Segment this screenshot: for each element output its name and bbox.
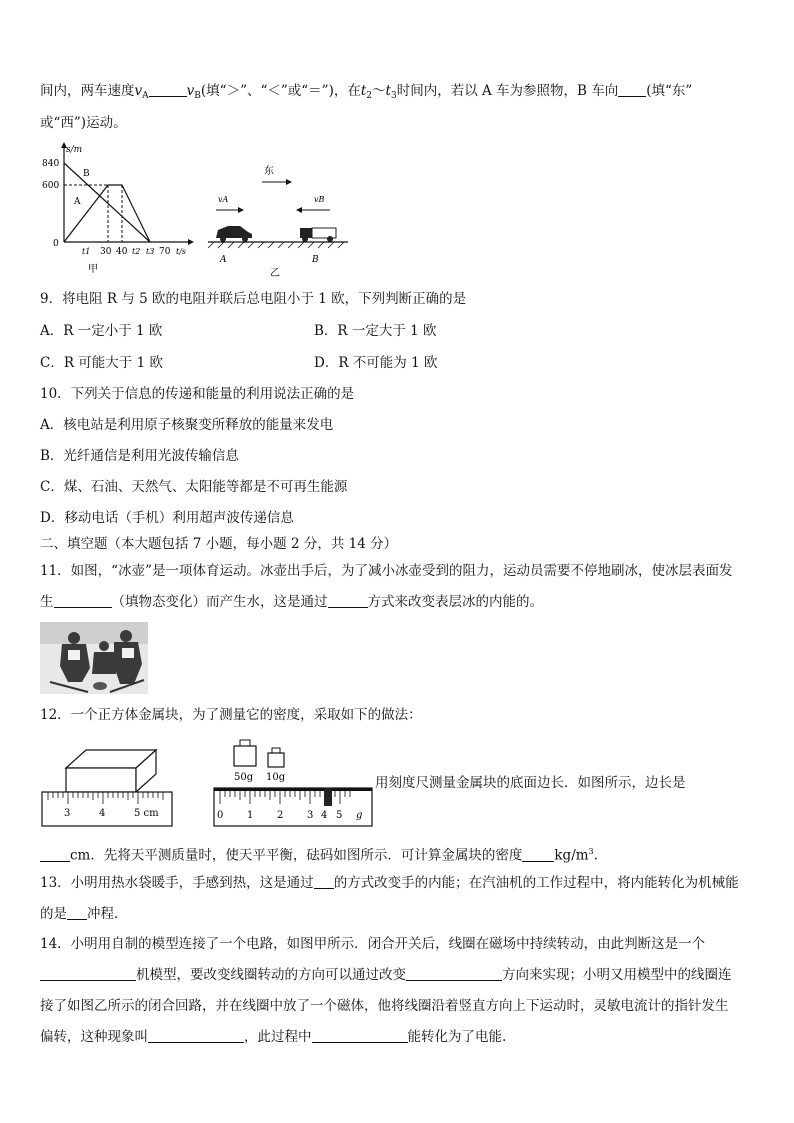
x-tick-t1: t1 [82, 247, 91, 256]
q10-stem: 10．下列关于信息的传递和能量的利用说法正确的是 [40, 386, 355, 402]
q14-blank-1[interactable] [40, 966, 136, 981]
q11-line-2: 生 （填物态变化）而产生水，这是通过 方式来改变表层冰的内能的。 [40, 594, 543, 610]
weight-50g: 50g [234, 772, 254, 783]
caption-jia: 甲 [88, 264, 98, 275]
ruler2-tick-5: 5 [336, 810, 343, 821]
rider-icon [324, 788, 332, 806]
q10-option-d[interactable]: D．移动电话（手机）利用超声波传递信息 [40, 510, 294, 526]
caption-yi: 乙 [270, 268, 280, 279]
curling-photo [40, 622, 148, 694]
east-label: 东 [264, 166, 274, 177]
q14-line-2: 机模型，要改变线圈转动的方向可以通过改变 方向来实现；小明又用模型中的线圈连 [40, 966, 732, 984]
q8-blank-1[interactable] [149, 82, 187, 97]
q11-blank-1[interactable] [54, 593, 112, 608]
q13-blank-2[interactable] [67, 905, 87, 920]
q14-line-3: 接了如图乙所示的闭合回路，并在线圈中放了一个磁体，他将线圈沿着竖直方向上下运动时，灵敏电流计的指针发生 [40, 998, 729, 1014]
section-heading: 二、填空题（本大题包括 7 小题，每小题 2 分，共 14 分） [40, 536, 398, 552]
a-label: A [220, 255, 227, 265]
q8-text-a: 间内，两车速度 [40, 83, 135, 99]
q11-line-1: 11．如图，“冰壶”是一项体育运动。冰壶出手后，为了减小冰壶受到的阻力，运动员需要不停地刷冰，使冰层表面发 [40, 563, 733, 579]
distance-time-graph [36, 140, 196, 280]
q11-blank-2[interactable] [328, 593, 368, 608]
q9-option-c[interactable]: C．R 可能大于 1 欧 [40, 355, 163, 371]
label-a: A [74, 197, 81, 207]
q8-line-1: 间内，两车速度$v_A$ $v_B$(填“＞”、“＜”或“＝”)，在$t_2\sim t_3$时间内，若以 A 车为参照物，B 车向 (填“东” [40, 83, 693, 101]
q9-option-a[interactable]: A．R 一定小于 1 欧 [40, 323, 163, 339]
ruler1-tick-3: 3 [64, 808, 71, 819]
y-axis-label: s/m [66, 145, 83, 155]
ruler2-tick-2: 2 [277, 810, 284, 821]
q14-blank-3[interactable] [148, 1028, 244, 1043]
vb-label: vB [314, 195, 325, 204]
q14-line-1: 14．小明用自制的模型连接了一个电路，如图甲所示．闭合开关后，线圈在磁场中持续转动，由此判断这是一个 [40, 936, 706, 952]
q12-blank-1[interactable] [40, 847, 70, 862]
q14-blank-2[interactable] [406, 966, 502, 981]
cars-scene [204, 150, 354, 280]
q13-blank-1[interactable] [314, 874, 334, 889]
q13-line-1: 13．小明用热水袋暖手，手感到热，这是通过 的方式改变手的内能；在汽油机的工作过程中，将内能转化为机械能 [40, 875, 739, 891]
ruler2-tick-0: 0 [217, 810, 224, 821]
q13-line-2: 的是 冲程． [40, 906, 128, 922]
y-tick-840: 840 [42, 159, 60, 169]
truck-b-icon [300, 228, 336, 242]
x-tick-t3: t3 [146, 247, 155, 256]
x-tick-40: 40 [116, 247, 128, 257]
car-a-icon [216, 226, 252, 242]
ruler2-tick-1: 1 [247, 810, 254, 821]
x-tick-30: 30 [100, 247, 112, 257]
q12-line-2: cm．先将天平测质量时，使天平平衡，砝码如图所示．可计算金属块的密度 $kg/m^3$. [40, 843, 598, 865]
q9-stem: 9．将电阻 R 与 5 欧的电阻并联后总电阻小于 1 欧，下列判断正确的是 [40, 291, 467, 307]
x-tick-t2: t2 [132, 247, 141, 256]
q9-option-b[interactable]: B．R 一定大于 1 欧 [314, 323, 437, 339]
q12-blank-2[interactable] [522, 847, 554, 862]
ruler1-tick-4: 4 [99, 808, 106, 819]
line-a [64, 185, 150, 242]
q14-line-4: 偏转，这种现象叫 ，此过程中 能转化为了电能. [40, 1029, 507, 1045]
b-label: B [312, 255, 319, 265]
q14-blank-4[interactable] [312, 1028, 408, 1043]
q9-option-d[interactable]: D．R 不可能为 1 欧 [314, 355, 438, 371]
ruler2-tick-3: 3 [307, 810, 314, 821]
q10-option-b[interactable]: B．光纤通信是利用光波传输信息 [40, 448, 239, 464]
va-label: vA [218, 195, 229, 204]
y-tick-0: 0 [53, 239, 59, 249]
balance-weights [212, 738, 376, 830]
ruler2-unit: g [356, 810, 363, 821]
ruler1-tick-5: 5 cm [134, 808, 159, 819]
x-axis-label: t/s [176, 247, 187, 256]
y-tick-600: 600 [42, 181, 60, 191]
q12-side-text: 用刻度尺测量金属块的底面边长．如图所示，边长是 [375, 775, 686, 791]
ruler2-tick-4: 4 [321, 810, 328, 821]
q10-option-c[interactable]: C．煤、石油、天然气、太阳能等都是不可再生能源 [40, 479, 348, 495]
x-tick-70: 70 [159, 247, 171, 257]
ruler-with-cube [40, 738, 174, 830]
q12-stem: 12．一个正方体金属块，为了测量它的密度，采取如下的做法： [40, 707, 422, 723]
q10-option-a[interactable]: A．核电站是利用原子核聚变所释放的能量来发电 [40, 417, 334, 433]
q8-blank-2[interactable] [618, 82, 646, 97]
q8-line-2: 或“西”)运动。 [40, 115, 127, 131]
label-b: B [83, 169, 90, 179]
weight-10g: 10g [266, 772, 286, 783]
